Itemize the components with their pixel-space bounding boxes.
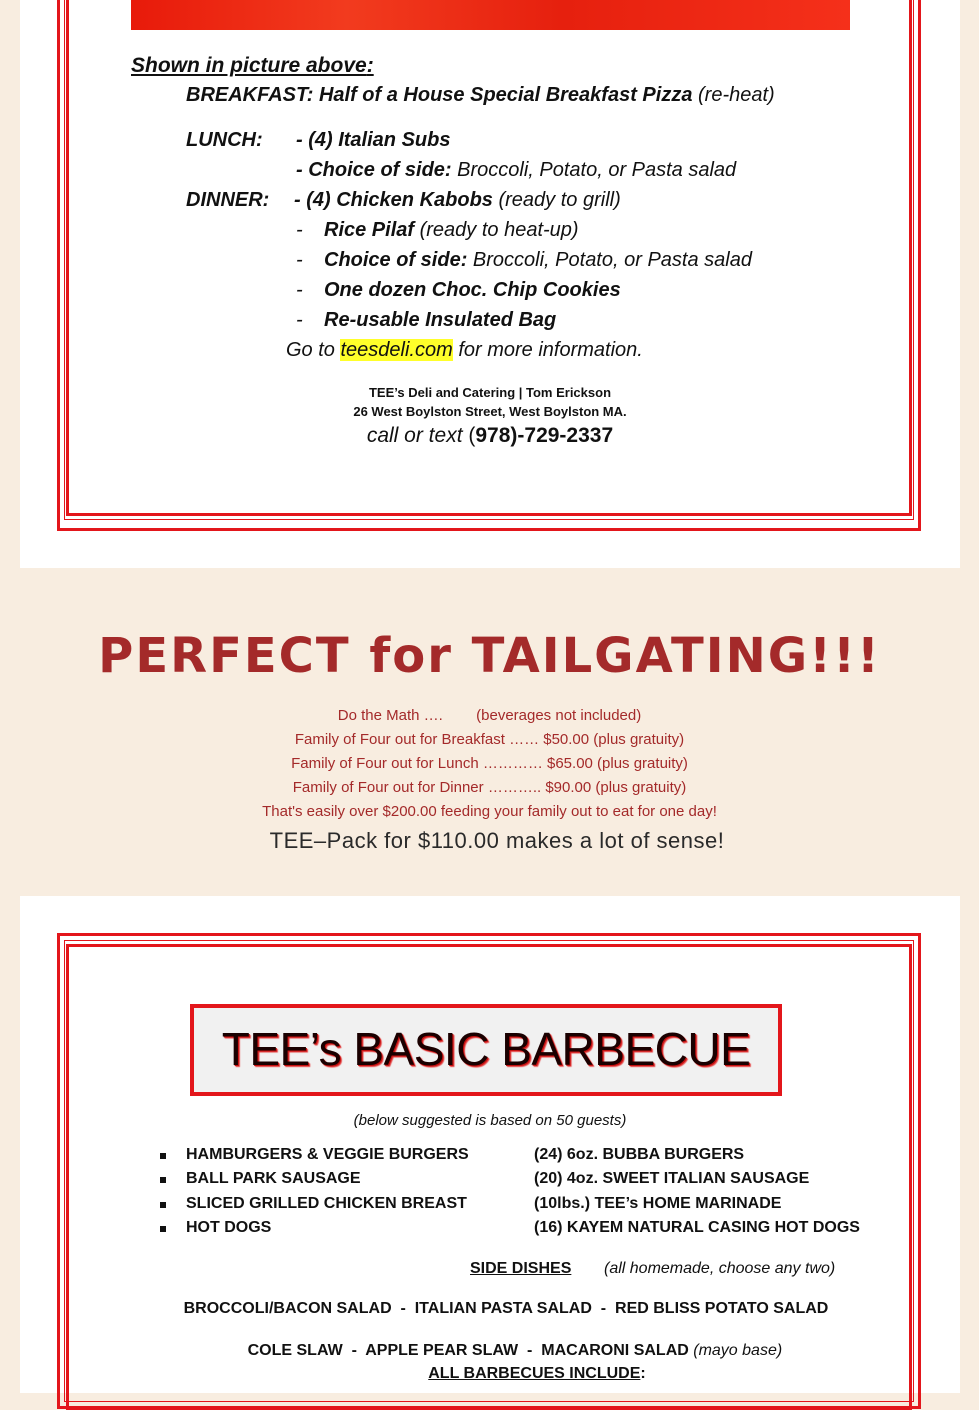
- contact-address: 26 West Boylston Street, West Boylston MA.: [353, 404, 627, 419]
- side-dishes-heading: SIDE DISHES: [470, 1260, 572, 1277]
- menu-heading: Shown in picture above:: [131, 54, 374, 77]
- easily-over-line: That's easily over $200.00 feeding your family out to eat for one day!: [262, 803, 717, 820]
- price-line-dinner: Family of Four out for Dinner ……….. $90.00 (plus gratuity): [292, 779, 687, 796]
- tailgate-title: PERFECT for TAILGATING!!!: [98, 628, 881, 684]
- more-info-line: Go to teesdeli.com for more information.: [286, 339, 643, 361]
- bullet-icon: [160, 1202, 166, 1208]
- lunch-label: LUNCH:: [186, 129, 263, 151]
- bbq-title-box: [190, 1004, 782, 1096]
- dinner-label: DINNER:: [186, 189, 270, 211]
- bbq-item-name: SLICED GRILLED CHICKEN BREAST: [186, 1195, 467, 1212]
- bullet-icon: [160, 1177, 166, 1183]
- bbq-item-detail: (10lbs.) TEE’s HOME MARINADE: [534, 1195, 782, 1212]
- bbq-panel: [20, 896, 960, 1393]
- sides-line-2: COLE SLAW - APPLE PEAR SLAW - MACARONI SALAD (mayo base): [247, 1342, 783, 1359]
- website-link[interactable]: teesdeli.com: [340, 339, 453, 361]
- dinner-item-dash: -: [296, 219, 303, 241]
- include-heading: ALL BARBECUES INCLUDE:: [428, 1365, 646, 1382]
- phone-line: call or text (978)-729-2337: [366, 424, 614, 447]
- bbq-item-name: HAMBURGERS & VEGGIE BURGERS: [186, 1146, 469, 1163]
- sides-line-1: BROCCOLI/BACON SALAD - ITALIAN PASTA SALAD - RED BLISS POTATO SALAD: [183, 1300, 829, 1317]
- bbq-item-detail: (16) KAYEM NATURAL CASING HOT DOGS: [534, 1219, 860, 1236]
- phone-number[interactable]: 978)-729-2337: [475, 424, 614, 447]
- breakfast-line: BREAKFAST: Half of a House Special Breakfast Pizza (re-heat): [186, 84, 775, 106]
- dinner-item: Choice of side: Broccoli, Potato, or Pasta salad: [324, 249, 752, 271]
- lunch-item: - Choice of side: Broccoli, Potato, or Pasta salad: [296, 159, 737, 181]
- menu-panel: [20, 0, 960, 568]
- dinner-item: Re-usable Insulated Bag: [324, 309, 557, 331]
- dinner-item: One dozen Choc. Chip Cookies: [324, 279, 621, 301]
- bullet-icon: [160, 1153, 166, 1159]
- contact-name: TEE’s Deli and Catering | Tom Erickson: [368, 385, 612, 400]
- bbq-title: TEE’s BASIC BARBECUE: [221, 1023, 751, 1075]
- lunch-item: - (4) Italian Subs: [296, 129, 451, 151]
- side-dishes-note: (all homemade, choose any two): [604, 1260, 836, 1277]
- food-photo-bottom: [131, 0, 850, 30]
- dinner-item: - (4) Chicken Kabobs (ready to grill): [294, 189, 621, 211]
- price-line-lunch: Family of Four out for Lunch ………… $65.00 (plus gratuity): [291, 755, 688, 772]
- dinner-item-dash: -: [296, 279, 303, 301]
- bbq-item-detail: (24) 6oz. BUBBA BURGERS: [534, 1146, 745, 1163]
- dinner-item-dash: -: [296, 249, 303, 271]
- bullet-icon: [160, 1226, 166, 1232]
- tee-pack-line: TEE–Pack for $110.00 makes a lot of sense!: [269, 828, 725, 853]
- bbq-item-detail: (20) 4oz. SWEET ITALIAN SAUSAGE: [534, 1170, 810, 1187]
- bbq-guest-note: (below suggested is based on 50 guests): [353, 1112, 627, 1129]
- bbq-item-name: BALL PARK SAUSAGE: [186, 1170, 361, 1187]
- price-line-breakfast: Family of Four out for Breakfast …… $50.00 (plus gratuity): [294, 731, 685, 748]
- dinner-item-dash: -: [296, 309, 303, 331]
- math-line: Do the Math …. (beverages not included): [337, 707, 642, 724]
- bbq-item-name: HOT DOGS: [186, 1219, 272, 1236]
- dinner-item: Rice Pilaf (ready to heat-up): [324, 219, 579, 241]
